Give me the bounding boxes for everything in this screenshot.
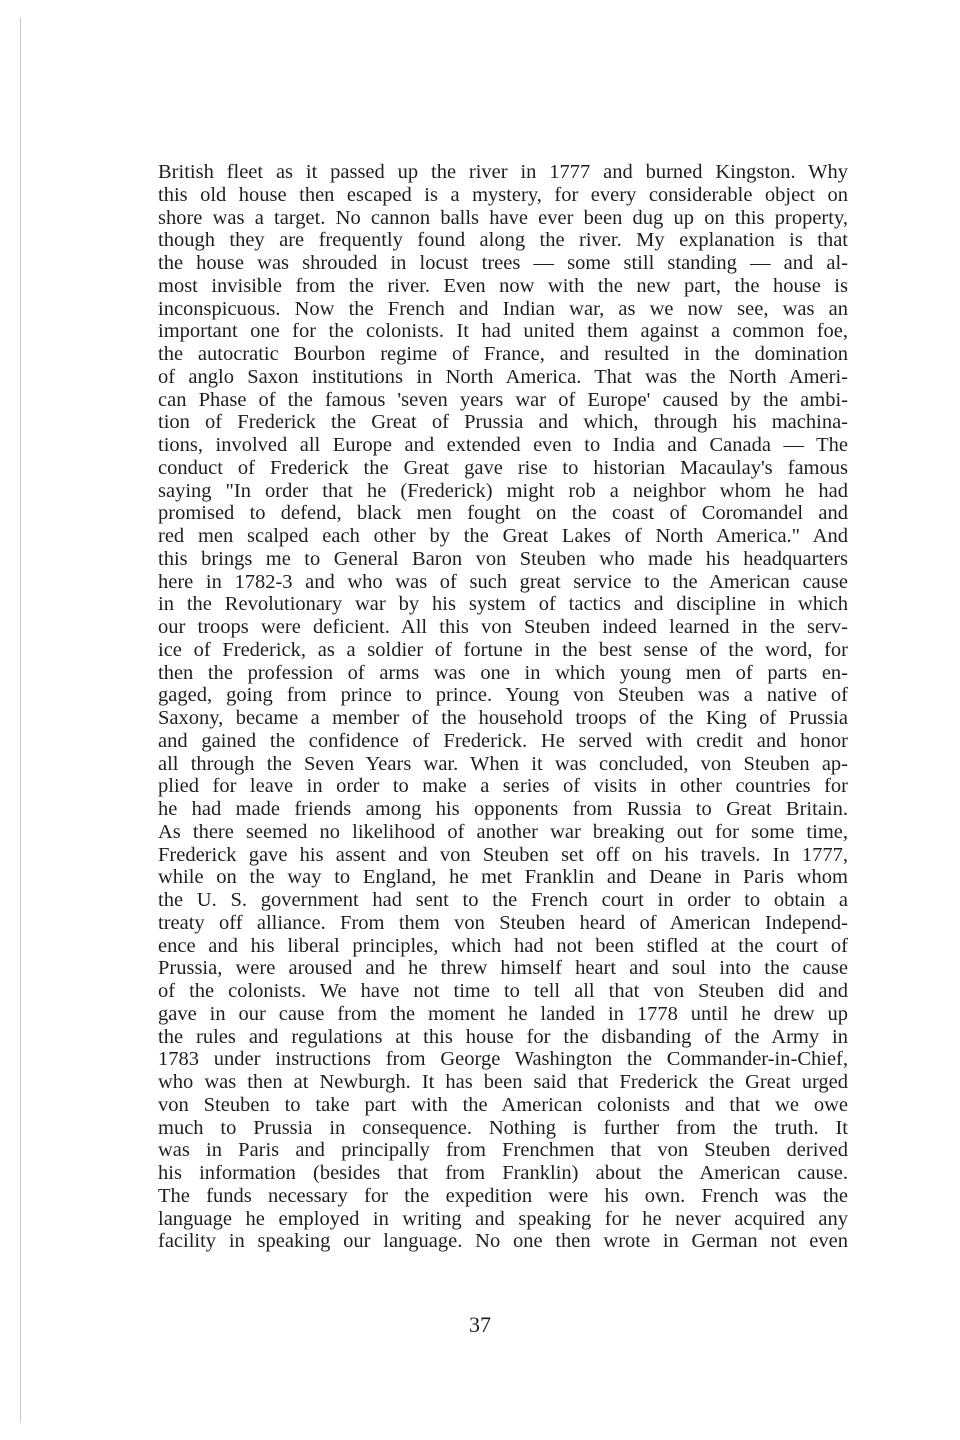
text-line: here in 1782-3 and who was of such great service to the American cause — [158, 570, 848, 593]
text-line: saying "In order that he (Frederick) might rob a neighbor whom he had — [158, 479, 848, 502]
text-line: red men scalped each other by the Great Lakes of North America." And — [158, 525, 848, 547]
text-line: the house was shrouded in locust trees — some still standing — and al- — [158, 252, 848, 274]
text-line: shore was a target. No cannon balls have ever been dug up on this property, — [158, 206, 848, 229]
text-line: most invisible from the river. Even now with the new part, the house is — [158, 274, 848, 297]
text-line: was in Paris and principally from Frenchmen that von Steuben derived — [158, 1139, 848, 1162]
text-line: and gained the confidence of Frederick. He served with credit and honor — [158, 729, 848, 752]
text-line: The funds necessary for the expedition were his own. French was the — [158, 1184, 848, 1207]
text-line: Saxony, became a member of the household troops of the King of Prussia — [158, 707, 848, 729]
text-line: though they are frequently found along the river. My explanation is that — [158, 229, 848, 252]
text-line: 1783 under instructions from George Washington the Commander-in-Chief, — [158, 1048, 848, 1071]
text-line: language he employed in writing and speaking for he never acquired any — [158, 1207, 848, 1230]
text-line: Frederick gave his assent and von Steuben set off on his travels. In 1777, — [158, 843, 848, 866]
text-line: the autocratic Bourbon regime of France, and resulted in the domination — [158, 343, 848, 365]
text-line: he had made friends among his opponents from Russia to Great Britain. — [158, 798, 848, 820]
body-text — [158, 161, 848, 1253]
text-line: facility in speaking our language. No one then wrote in German not even — [158, 1230, 848, 1253]
text-line: can Phase of the famous 'seven years war of Europe' caused by the ambi- — [158, 388, 848, 411]
text-line: conduct of Frederick the Great gave rise to historian Macaulay's famous — [158, 456, 848, 479]
text-line: our troops were deficient. All this von Steuben indeed learned in the serv- — [158, 616, 848, 638]
text-line: gave in our cause from the moment he landed in 1778 until he drew up — [158, 1002, 848, 1025]
text-line: important one for the colonists. It had united them against a common foe, — [158, 320, 848, 343]
text-line: his information (besides that from Franklin) about the American cause. — [158, 1162, 848, 1184]
text-line: then the profession of arms was one in which young men of parts en- — [158, 661, 848, 684]
text-line: the U. S. government had sent to the French court in order to obtain a — [158, 889, 848, 911]
text-line: Prussia, were aroused and he threw himself heart and soul into the cause — [158, 957, 848, 980]
page-number: 37 — [469, 1312, 491, 1337]
text-line: who was then at Newburgh. It has been said that Frederick the Great urged — [158, 1071, 848, 1093]
text-line: all through the Seven Years war. When it was concluded, von Steuben ap- — [158, 752, 848, 775]
text-line: this old house then escaped is a mystery, for every considerable object on — [158, 183, 848, 206]
text-line: promised to defend, black men fought on the coast of Coromandel and — [158, 502, 848, 525]
text-line: while on the way to England, he met Franklin and Deane in Paris whom — [158, 866, 848, 889]
text-line: inconspicuous. Now the French and Indian war, as we now see, was an — [158, 297, 848, 320]
text-line: in the Revolutionary war by his system of tactics and discipline in which — [158, 593, 848, 616]
text-line: ence and his liberal principles, which had not been stifled at the court of — [158, 934, 848, 957]
text-line: the rules and regulations at this house for the disbanding of the Army in — [158, 1025, 848, 1048]
text-line: plied for leave in order to make a series of visits in other countries for — [158, 775, 848, 798]
text-line: ice of Frederick, as a soldier of fortune in the best sense of the word, for — [158, 638, 848, 661]
text-line: As there seemed no likelihood of another war breaking out for some time, — [158, 820, 848, 843]
text-line: of the colonists. We have not time to tell all that von Steuben did and — [158, 980, 848, 1002]
text-line: British fleet as it passed up the river in 1777 and burned Kingston. Why — [158, 161, 848, 183]
text-line: von Steuben to take part with the American colonists and that we owe — [158, 1093, 848, 1116]
binding-edge-line — [20, 18, 21, 1423]
text-line: of anglo Saxon institutions in North America. That was the North Ameri- — [158, 365, 848, 388]
text-line: treaty off alliance. From them von Steuben heard of American Independ- — [158, 911, 848, 934]
text-line: this brings me to General Baron von Steuben who made his headquarters — [158, 547, 848, 570]
text-line: much to Prussia in consequence. Nothing is further from the truth. It — [158, 1116, 848, 1139]
text-line: tion of Frederick the Great of Prussia and which, through his machina- — [158, 411, 848, 434]
text-line: tions, involved all Europe and extended even to India and Canada — The — [158, 434, 848, 456]
text-line: gaged, going from prince to prince. Young von Steuben was a native of — [158, 684, 848, 707]
